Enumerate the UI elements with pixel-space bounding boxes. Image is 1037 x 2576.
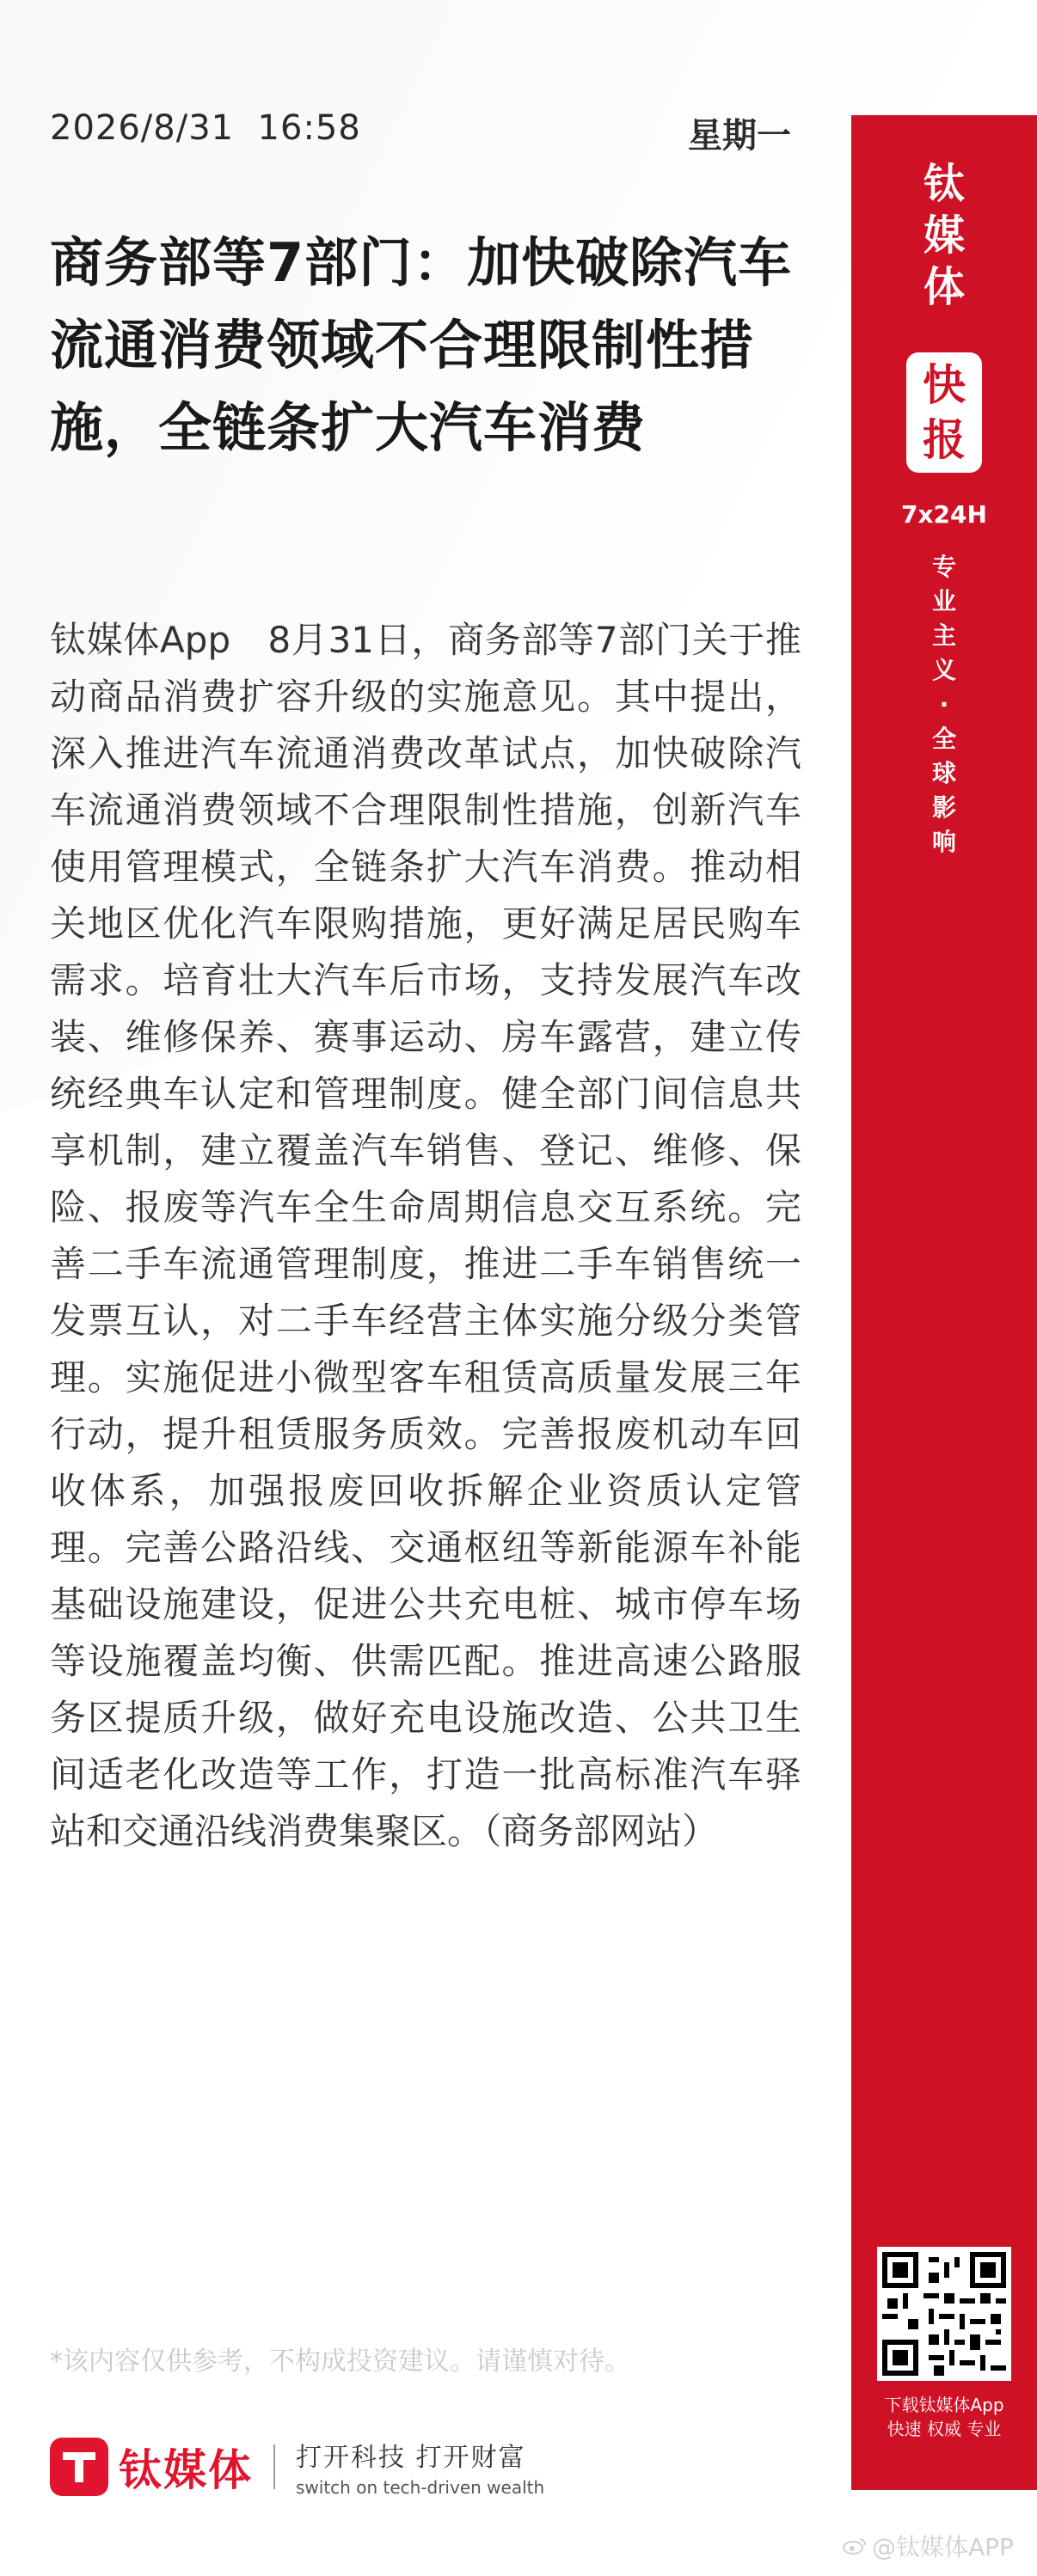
watermark-text: @钛媒体APP (872, 2533, 1014, 2561)
disclaimer: *该内容仅供参考，不构成投资建议。请谨慎对待。 (50, 2347, 630, 2377)
brand-char: 钛 (923, 160, 965, 208)
weibo-icon (843, 2536, 867, 2555)
kuaibao-badge (906, 352, 982, 473)
tagline (851, 550, 1037, 860)
brand-char: 媒 (923, 211, 965, 260)
slogan (296, 2436, 544, 2498)
kuaibao-char: 报 (923, 415, 966, 465)
tagline-char: 业 (931, 587, 956, 615)
tagline-char: 响 (931, 828, 956, 856)
footer-logo (50, 2432, 544, 2501)
kuaibao-char: 快 (923, 360, 966, 410)
brand-char: 体 (923, 263, 965, 311)
datetime (50, 108, 361, 157)
download-tagline: 快速 权威 专业 (887, 2419, 1002, 2439)
qr-code-icon[interactable] (877, 2247, 1011, 2381)
tagline-char: 主 (931, 621, 956, 650)
date-row (50, 108, 791, 157)
tagline-char: 影 (931, 793, 956, 822)
slogan-en: switch on tech-driven wealth (296, 2477, 545, 2498)
tagline-char: · (939, 690, 949, 719)
divider (273, 2444, 275, 2489)
weibo-watermark (843, 2529, 1014, 2563)
article-body: 钛媒体App 8月31日，商务部等7部门关于推动商品消费扩容升级的实施意见。其中提出，深入推进汽车流通消费改革试点，加快破除汽车流通消费领域不合理限制性措施，创新汽车使用管理模式，全链条扩大汽车消费。推动相关地区优化汽车限购措施，更好满足居民购车需求。培育壮大汽车后市场，支持发展汽车改装、维修保养、赛事运动、房车露营，建立传统经典车认定和管理制度。健全部门间信息共享机制，建立覆盖汽车销售、登记、维修、保险、报废等汽车全生命周期信息交互系统。完善二手车流通管理制度，推进二手车销售统一发票互认，对二手车经营主体实施分级分类管理。实施促进小微型客车租赁高质量发展三年行动，提升租赁服务质效。完善报废机动车回收体系，加强报废回收拆解企业资质认定管理。完善公路沿线、交通枢纽等新能源车补能基础设施建设，促进公共充电桩、城市停车场等设施覆盖均衡、供需匹配。推进高速公路服务区提质升级，做好充电设施改造、公共卫生间适老化改造等工作，打造一批高标准汽车驿站和交通沿线消费集聚区。（商务部网站） (50, 619, 801, 1852)
tmtpost-logo-icon (50, 2438, 108, 2496)
time: 16:58 (257, 108, 361, 148)
weekday: 星期一 (688, 116, 791, 156)
download-line: 下载钛媒体App (884, 2395, 1004, 2415)
tagline-char: 球 (931, 759, 956, 787)
tagline-char: 专 (931, 553, 956, 581)
tagline-char: 义 (931, 656, 956, 684)
download-info (851, 2393, 1037, 2441)
headline: 商务部等7部门：加快破除汽车流通消费领域不合理限制性措施，全链条扩大汽车消费 (50, 231, 793, 459)
side-brand (851, 158, 1037, 313)
slogan-cn: 打开科技 打开财富 (296, 2443, 526, 2473)
hours-label: 7x24H (901, 500, 987, 529)
side-banner (851, 115, 1037, 2490)
brand-name: 钛媒体 (119, 2445, 253, 2495)
tagline-char: 全 (931, 725, 956, 753)
date: 2026/8/31 (50, 108, 235, 148)
